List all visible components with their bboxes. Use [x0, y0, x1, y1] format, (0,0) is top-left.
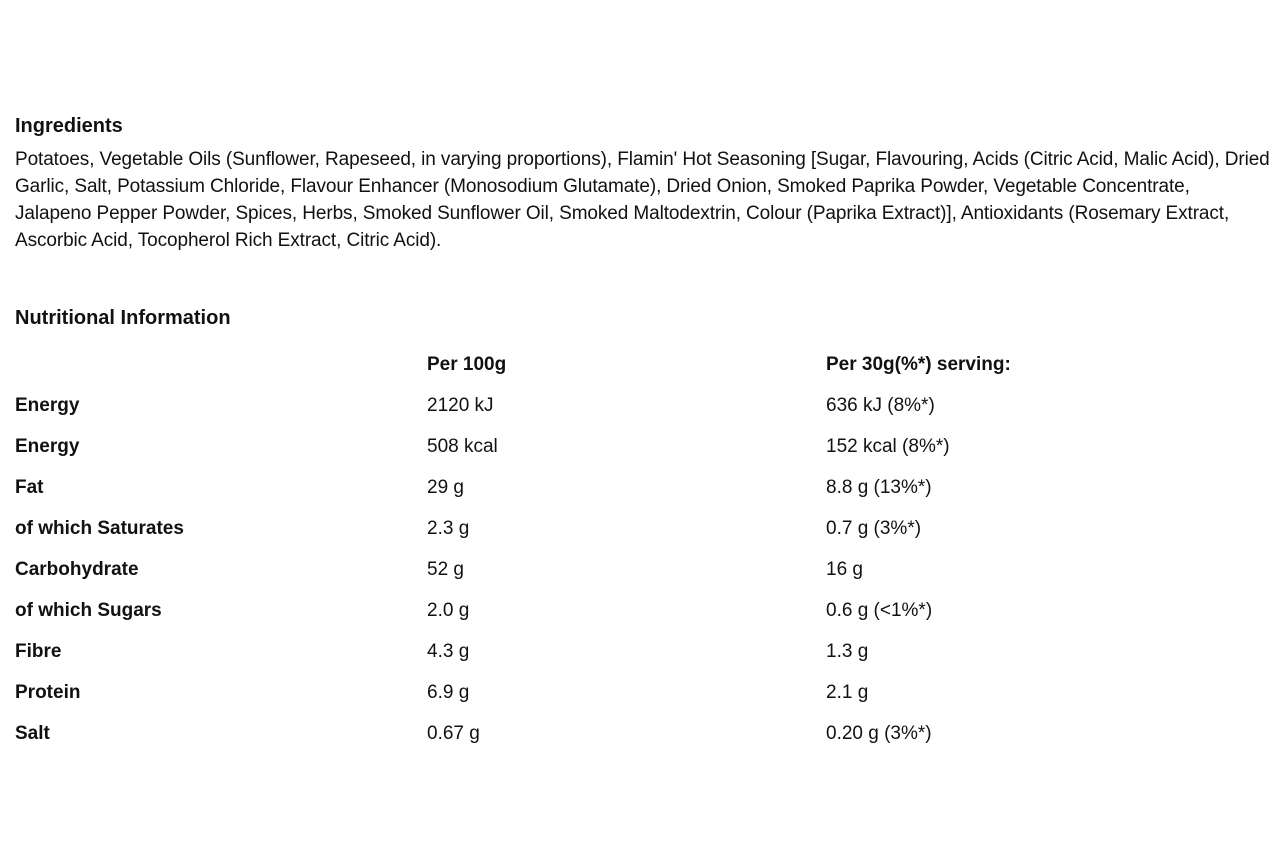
- table-row: [15, 590, 1256, 631]
- ingredients-section: [15, 112, 1270, 254]
- per-100g-value: 29 g: [427, 476, 464, 498]
- nutrient-label: Carbohydrate: [15, 558, 139, 580]
- per-serving-value: 0.20 g (3%*): [826, 722, 932, 744]
- nutrient-label: of which Sugars: [15, 599, 162, 621]
- nutrient-label: Energy: [15, 435, 80, 457]
- per-serving-value: 2.1 g: [826, 681, 869, 703]
- per-serving-value: 636 kJ (8%*): [826, 394, 935, 416]
- per-serving-value: 16 g: [826, 558, 863, 580]
- per-serving-value: 152 kcal (8%*): [826, 435, 950, 457]
- table-row: [15, 385, 1256, 426]
- nutrient-label: Fibre: [15, 640, 62, 662]
- per-100g-value: 2.3 g: [427, 517, 470, 539]
- per-serving-value: 0.6 g (<1%*): [826, 599, 933, 621]
- table-row: [15, 631, 1256, 672]
- product-info: [15, 112, 1270, 754]
- nutrient-label: Energy: [15, 394, 80, 416]
- nutrient-label: Salt: [15, 722, 50, 744]
- per-100g-value: 4.3 g: [427, 640, 470, 662]
- nutrition-section: [15, 304, 1270, 754]
- table-row: [15, 426, 1256, 467]
- per-100g-value: 2.0 g: [427, 599, 470, 621]
- table-row: [15, 467, 1256, 508]
- per-serving-value: 1.3 g: [826, 640, 869, 662]
- column-header-per-100g: Per 100g: [427, 353, 507, 375]
- column-header-nutrient: [15, 344, 427, 385]
- per-100g-value: 0.67 g: [427, 722, 480, 744]
- per-serving-value: 0.7 g (3%*): [826, 517, 922, 539]
- table-row: [15, 549, 1256, 590]
- nutrition-header-row: [15, 344, 1256, 385]
- table-row: [15, 713, 1256, 754]
- per-100g-value: 2120 kJ: [427, 394, 494, 416]
- column-header-per-serving: Per 30g(%*) serving:: [826, 353, 1011, 375]
- nutrition-table: [15, 344, 1256, 754]
- per-100g-value: 508 kcal: [427, 435, 498, 457]
- per-serving-value: 8.8 g (13%*): [826, 476, 932, 498]
- per-100g-value: 6.9 g: [427, 681, 470, 703]
- nutrient-label: Protein: [15, 681, 81, 703]
- table-row: [15, 672, 1256, 713]
- nutrition-heading: Nutritional Information: [15, 307, 231, 329]
- nutrient-label: Fat: [15, 476, 44, 498]
- nutrient-label: of which Saturates: [15, 517, 184, 539]
- per-100g-value: 52 g: [427, 558, 464, 580]
- ingredients-text: Potatoes, Vegetable Oils (Sunflower, Rapeseed, in varying proportions), Flamin' Hot Seasoning [Sugar, Flavouring, Acids (Citric Acid, Malic Acid), Dried Garlic, Salt, Potassium Chloride, Flavour Enhancer (Monosodium Glutamate), Dried Onion, Smoked Paprika Powder, Vegetable Concentrate, Jalapeno Pepper Powder, Spices, Herbs, Smoked Sunflower Oil, Smoked Maltodextrin, Colour (Paprika Extract)], Antioxidants (Rosemary Extract, Ascorbic Acid, Tocopherol Rich Extract, Citric Acid).: [15, 149, 1270, 251]
- table-row: [15, 508, 1256, 549]
- ingredients-heading: Ingredients: [15, 115, 123, 137]
